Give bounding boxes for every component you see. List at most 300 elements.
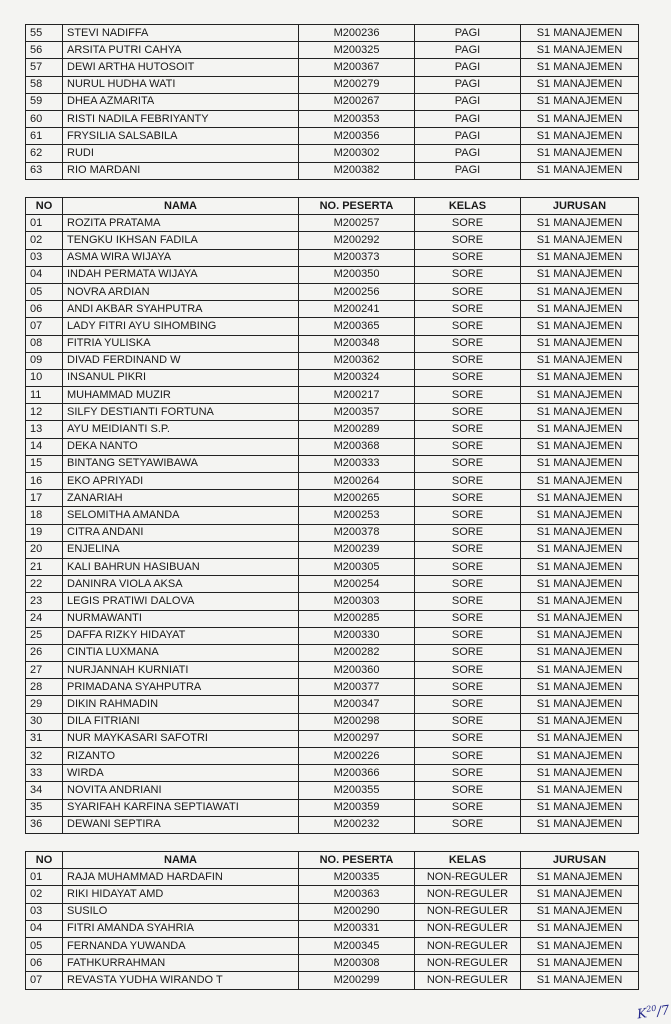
cell-jurusan: S1 MANAJEMEN [521,816,639,833]
cell-jurusan: S1 MANAJEMEN [521,369,639,386]
cell-nama: REVASTA YUDHA WIRANDO T [63,972,299,989]
cell-no: 56 [26,42,63,59]
cell-no: 32 [26,748,63,765]
cell-jurusan: S1 MANAJEMEN [521,93,639,110]
cell-jurusan: S1 MANAJEMEN [521,301,639,318]
table-row [26,903,639,920]
cell-jurusan: S1 MANAJEMEN [521,283,639,300]
cell-jurusan: S1 MANAJEMEN [521,215,639,232]
cell-nama: FERNANDA YUWANDA [63,937,299,954]
table-row [26,335,639,352]
table-row [26,421,639,438]
cell-nama: RUDI [63,145,299,162]
cell-no-peserta: M200373 [299,249,415,266]
cell-jurusan: S1 MANAJEMEN [521,42,639,59]
cell-no: 31 [26,730,63,747]
cell-no-peserta: M200360 [299,662,415,679]
cell-no: 08 [26,335,63,352]
table-row [26,816,639,833]
table-row [26,93,639,110]
cell-no: 25 [26,627,63,644]
cell-jurusan: S1 MANAJEMEN [521,438,639,455]
handwritten-initials [636,1002,671,1023]
cell-no: 35 [26,799,63,816]
cell-nama: LADY FITRI AYU SIHOMBING [63,318,299,335]
table-row [26,42,639,59]
cell-kelas: NON-REGULER [415,920,521,937]
cell-nama: RIO MARDANI [63,162,299,179]
cell-no-peserta: M200257 [299,215,415,232]
table-row [26,438,639,455]
cell-no-peserta: M200292 [299,232,415,249]
cell-kelas: SORE [415,266,521,283]
cell-no: 27 [26,662,63,679]
cell-nama: DHEA AZMARITA [63,93,299,110]
cell-kelas: SORE [415,644,521,661]
table-row [26,318,639,335]
cell-nama: STEVI NADIFFA [63,25,299,42]
table-row [26,696,639,713]
table-row [26,490,639,507]
cell-jurusan: S1 MANAJEMEN [521,679,639,696]
cell-no: 01 [26,215,63,232]
cell-no-peserta: M200333 [299,455,415,472]
cell-no: 02 [26,232,63,249]
cell-jurusan: S1 MANAJEMEN [521,145,639,162]
cell-no-peserta: M200382 [299,162,415,179]
cell-no-peserta: M200303 [299,593,415,610]
cell-nama: KALI BAHRUN HASIBUAN [63,558,299,575]
cell-kelas: NON-REGULER [415,886,521,903]
cell-no: 22 [26,576,63,593]
cell-no-peserta: M200331 [299,920,415,937]
cell-no: 03 [26,903,63,920]
cell-nama: INSANUL PIKRI [63,369,299,386]
table-row [26,869,639,886]
cell-no-peserta: M200356 [299,128,415,145]
cell-kelas: SORE [415,318,521,335]
cell-jurusan: S1 MANAJEMEN [521,524,639,541]
cell-nama: DILA FITRIANI [63,713,299,730]
cell-nama: MUHAMMAD MUZIR [63,387,299,404]
cell-no: 03 [26,249,63,266]
cell-kelas: SORE [415,610,521,627]
cell-nama: NURUL HUDHA WATI [63,76,299,93]
cell-kelas: NON-REGULER [415,955,521,972]
cell-kelas: SORE [415,455,521,472]
cell-no: 05 [26,283,63,300]
cell-jurusan: S1 MANAJEMEN [521,937,639,954]
table-row [26,610,639,627]
cell-nama: DANINRA VIOLA AKSA [63,576,299,593]
cell-kelas: PAGI [415,110,521,127]
cell-nama: BINTANG SETYAWIBAWA [63,455,299,472]
table-row [26,730,639,747]
table-row [26,576,639,593]
cell-no: 57 [26,59,63,76]
cell-kelas: SORE [415,335,521,352]
table-row [26,524,639,541]
cell-kelas: SORE [415,232,521,249]
cell-kelas: NON-REGULER [415,972,521,989]
cell-no: 12 [26,404,63,421]
cell-kelas: SORE [415,558,521,575]
cell-nama: DEWANI SEPTIRA [63,816,299,833]
cell-nama: CITRA ANDANI [63,524,299,541]
cell-no: 04 [26,920,63,937]
cell-no: 30 [26,713,63,730]
cell-no-peserta: M200290 [299,903,415,920]
cell-no: 24 [26,610,63,627]
table-row [26,76,639,93]
cell-kelas: PAGI [415,93,521,110]
cell-no: 36 [26,816,63,833]
table-row [26,215,639,232]
cell-jurusan: S1 MANAJEMEN [521,627,639,644]
table-row [26,748,639,765]
cell-nama: ASMA WIRA WIJAYA [63,249,299,266]
cell-jurusan: S1 MANAJEMEN [521,455,639,472]
cell-kelas: PAGI [415,162,521,179]
table-row [26,59,639,76]
cell-no-peserta: M200348 [299,335,415,352]
cell-no-peserta: M200308 [299,955,415,972]
table-row [26,920,639,937]
cell-jurusan: S1 MANAJEMEN [521,541,639,558]
cell-nama: DIVAD FERDINAND W [63,352,299,369]
cell-jurusan: S1 MANAJEMEN [521,644,639,661]
table-row [26,679,639,696]
cell-kelas: PAGI [415,42,521,59]
cell-no-peserta: M200302 [299,145,415,162]
cell-kelas: SORE [415,421,521,438]
cell-no-peserta: M200355 [299,782,415,799]
cell-nama: SELOMITHA AMANDA [63,507,299,524]
cell-nama: DEWI ARTHA HUTOSOIT [63,59,299,76]
cell-no-peserta: M200253 [299,507,415,524]
cell-kelas: SORE [415,765,521,782]
cell-no-peserta: M200285 [299,610,415,627]
cell-jurusan: S1 MANAJEMEN [521,765,639,782]
cell-jurusan: S1 MANAJEMEN [521,920,639,937]
cell-jurusan: S1 MANAJEMEN [521,782,639,799]
cell-nama: WIRDA [63,765,299,782]
table-sore [25,197,639,834]
cell-no-peserta: M200335 [299,869,415,886]
table-row [26,404,639,421]
cell-nama: CINTIA LUXMANA [63,644,299,661]
cell-nama: ANDI AKBAR SYAHPUTRA [63,301,299,318]
cell-no: 58 [26,76,63,93]
cell-no-peserta: M200297 [299,730,415,747]
cell-no: 10 [26,369,63,386]
cell-jurusan: S1 MANAJEMEN [521,352,639,369]
cell-nama: ZANARIAH [63,490,299,507]
cell-no-peserta: M200366 [299,765,415,782]
cell-no-peserta: M200256 [299,283,415,300]
cell-kelas: SORE [415,215,521,232]
cell-kelas: SORE [415,369,521,386]
cell-kelas: SORE [415,713,521,730]
table-row [26,627,639,644]
cell-no: 11 [26,387,63,404]
cell-nama: LEGIS PRATIWI DALOVA [63,593,299,610]
cell-kelas: SORE [415,576,521,593]
cell-no: 02 [26,886,63,903]
cell-jurusan: S1 MANAJEMEN [521,266,639,283]
cell-jurusan: S1 MANAJEMEN [521,387,639,404]
table-header [26,852,639,869]
table-row [26,301,639,318]
cell-no-peserta: M200279 [299,76,415,93]
initials-tail: /7 [655,1003,671,1020]
cell-jurusan: S1 MANAJEMEN [521,730,639,747]
cell-kelas: SORE [415,507,521,524]
cell-no: 20 [26,541,63,558]
cell-jurusan: S1 MANAJEMEN [521,869,639,886]
cell-kelas: PAGI [415,25,521,42]
cell-no-peserta: M200363 [299,886,415,903]
header-no: NO [26,198,63,215]
cell-no: 34 [26,782,63,799]
table-row [26,455,639,472]
cell-jurusan: S1 MANAJEMEN [521,610,639,627]
table-row [26,593,639,610]
cell-no: 26 [26,644,63,661]
cell-kelas: SORE [415,748,521,765]
cell-no-peserta: M200239 [299,541,415,558]
initials-sup: 20 [645,1003,657,1014]
cell-jurusan: S1 MANAJEMEN [521,335,639,352]
cell-kelas: PAGI [415,76,521,93]
cell-no: 13 [26,421,63,438]
cell-no-peserta: M200345 [299,937,415,954]
cell-nama: NURMAWANTI [63,610,299,627]
cell-no: 17 [26,490,63,507]
cell-no: 21 [26,558,63,575]
cell-no-peserta: M200359 [299,799,415,816]
cell-no: 61 [26,128,63,145]
table-row [26,765,639,782]
cell-nama: FRYSILIA SALSABILA [63,128,299,145]
cell-jurusan: S1 MANAJEMEN [521,110,639,127]
cell-kelas: SORE [415,490,521,507]
table-row [26,369,639,386]
cell-no: 28 [26,679,63,696]
cell-no: 01 [26,869,63,886]
cell-no-peserta: M200254 [299,576,415,593]
cell-jurusan: S1 MANAJEMEN [521,955,639,972]
cell-no-peserta: M200241 [299,301,415,318]
cell-jurusan: S1 MANAJEMEN [521,799,639,816]
cell-nama: ARSITA PUTRI CAHYA [63,42,299,59]
cell-jurusan: S1 MANAJEMEN [521,886,639,903]
cell-jurusan: S1 MANAJEMEN [521,696,639,713]
cell-jurusan: S1 MANAJEMEN [521,490,639,507]
cell-no-peserta: M200362 [299,352,415,369]
table-body [26,869,639,989]
cell-kelas: PAGI [415,128,521,145]
cell-nama: TENGKU IKHSAN FADILA [63,232,299,249]
cell-no: 29 [26,696,63,713]
header-nama: NAMA [63,198,299,215]
cell-no-peserta: M200365 [299,318,415,335]
table-row [26,507,639,524]
cell-nama: EKO APRIYADI [63,473,299,490]
table-row [26,937,639,954]
table-row [26,25,639,42]
cell-nama: RISTI NADILA FEBRIYANTY [63,110,299,127]
cell-no-peserta: M200305 [299,558,415,575]
cell-no: 55 [26,25,63,42]
cell-nama: NUR MAYKASARI SAFOTRI [63,730,299,747]
header-nama: NAMA [63,852,299,869]
cell-kelas: SORE [415,799,521,816]
cell-kelas: SORE [415,438,521,455]
cell-no-peserta: M200350 [299,266,415,283]
cell-no-peserta: M200378 [299,524,415,541]
cell-nama: FITRI AMANDA SYAHRIA [63,920,299,937]
table-header [26,198,639,215]
cell-kelas: SORE [415,352,521,369]
cell-jurusan: S1 MANAJEMEN [521,576,639,593]
cell-nama: ROZITA PRATAMA [63,215,299,232]
cell-no-peserta: M200353 [299,110,415,127]
cell-no: 09 [26,352,63,369]
cell-no-peserta: M200289 [299,421,415,438]
cell-no: 59 [26,93,63,110]
header-jurusan: JURUSAN [521,198,639,215]
cell-jurusan: S1 MANAJEMEN [521,128,639,145]
cell-nama: FATHKURRAHMAN [63,955,299,972]
cell-jurusan: S1 MANAJEMEN [521,903,639,920]
cell-nama: AYU MEIDIANTI S.P. [63,421,299,438]
cell-no-peserta: M200357 [299,404,415,421]
table-row [26,162,639,179]
cell-no-peserta: M200226 [299,748,415,765]
table-row [26,266,639,283]
cell-no: 07 [26,318,63,335]
table-non-reguler [25,851,639,990]
table-row [26,110,639,127]
cell-no-peserta: M200267 [299,93,415,110]
cell-no-peserta: M200217 [299,387,415,404]
table-row [26,558,639,575]
cell-jurusan: S1 MANAJEMEN [521,748,639,765]
cell-no-peserta: M200265 [299,490,415,507]
table-row [26,799,639,816]
cell-no-peserta: M200368 [299,438,415,455]
table-body [26,25,639,180]
cell-jurusan: S1 MANAJEMEN [521,558,639,575]
header-no-peserta: NO. PESERTA [299,852,415,869]
cell-kelas: SORE [415,301,521,318]
cell-kelas: SORE [415,387,521,404]
cell-jurusan: S1 MANAJEMEN [521,318,639,335]
cell-jurusan: S1 MANAJEMEN [521,25,639,42]
table-pagi [25,24,639,180]
cell-nama: NOVITA ANDRIANI [63,782,299,799]
cell-nama: NURJANNAH KURNIATI [63,662,299,679]
cell-no: 63 [26,162,63,179]
cell-no: 33 [26,765,63,782]
cell-nama: SILFY DESTIANTI FORTUNA [63,404,299,421]
cell-jurusan: S1 MANAJEMEN [521,662,639,679]
cell-kelas: SORE [415,696,521,713]
table-row [26,232,639,249]
table-row [26,955,639,972]
cell-nama: SUSILO [63,903,299,920]
cell-nama: SYARIFAH KARFINA SEPTIAWATI [63,799,299,816]
cell-nama: INDAH PERMATA WIJAYA [63,266,299,283]
cell-kelas: SORE [415,662,521,679]
cell-kelas: NON-REGULER [415,869,521,886]
header-row [26,198,639,215]
cell-no-peserta: M200298 [299,713,415,730]
cell-jurusan: S1 MANAJEMEN [521,972,639,989]
cell-no: 60 [26,110,63,127]
cell-no-peserta: M200347 [299,696,415,713]
table-row [26,886,639,903]
header-row [26,852,639,869]
table-row [26,473,639,490]
cell-kelas: SORE [415,404,521,421]
cell-nama: RIKI HIDAYAT AMD [63,886,299,903]
table-row [26,782,639,799]
cell-nama: RIZANTO [63,748,299,765]
cell-kelas: SORE [415,593,521,610]
cell-nama: RAJA MUHAMMAD HARDAFIN [63,869,299,886]
cell-kelas: PAGI [415,59,521,76]
cell-kelas: SORE [415,627,521,644]
cell-kelas: NON-REGULER [415,903,521,920]
cell-jurusan: S1 MANAJEMEN [521,162,639,179]
cell-kelas: SORE [415,730,521,747]
cell-no: 15 [26,455,63,472]
cell-no-peserta: M200330 [299,627,415,644]
cell-kelas: SORE [415,249,521,266]
cell-jurusan: S1 MANAJEMEN [521,59,639,76]
cell-no-peserta: M200232 [299,816,415,833]
table-row [26,145,639,162]
cell-nama: PRIMADANA SYAHPUTRA [63,679,299,696]
cell-kelas: PAGI [415,145,521,162]
initials-letter: K [636,1006,648,1023]
header-no: NO [26,852,63,869]
cell-no: 16 [26,473,63,490]
cell-no-peserta: M200324 [299,369,415,386]
table-body [26,215,639,834]
cell-no: 14 [26,438,63,455]
cell-jurusan: S1 MANAJEMEN [521,593,639,610]
table-row [26,128,639,145]
table-row [26,662,639,679]
table-row [26,283,639,300]
cell-nama: DAFFA RIZKY HIDAYAT [63,627,299,644]
table-row [26,644,639,661]
cell-jurusan: S1 MANAJEMEN [521,421,639,438]
cell-no-peserta: M200325 [299,42,415,59]
cell-kelas: SORE [415,782,521,799]
cell-no-peserta: M200377 [299,679,415,696]
cell-kelas: SORE [415,541,521,558]
table-row [26,972,639,989]
cell-no: 62 [26,145,63,162]
cell-no: 23 [26,593,63,610]
cell-no: 05 [26,937,63,954]
cell-jurusan: S1 MANAJEMEN [521,713,639,730]
cell-no: 06 [26,955,63,972]
